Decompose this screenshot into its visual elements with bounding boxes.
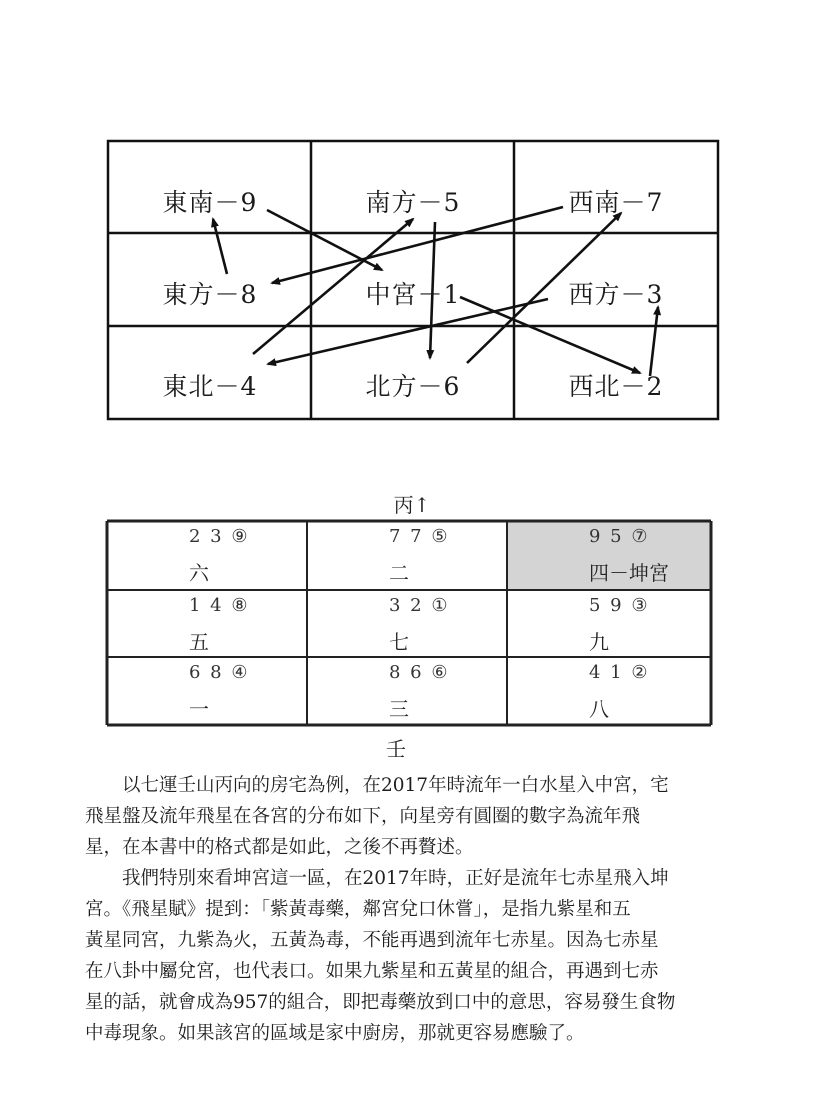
base-star: 七 <box>389 630 409 654</box>
star-numbers <box>589 526 650 547</box>
text-line: 以七運壬山丙向的房宅為例，在2017年時流年一白水星入中宮，宅 <box>85 775 669 796</box>
flight-arrow-e-to-se <box>213 219 227 274</box>
text-line: 星，在本書中的格式都是如此，之後不再贅述。 <box>85 837 474 858</box>
palace-northeast: 東北－4 <box>162 372 258 401</box>
palace-cell <box>107 590 307 657</box>
palace-cell <box>307 590 507 657</box>
text-line: 黃星同宮，九紫為火，五黃為毒，不能再遇到流年七赤星。因為七赤星 <box>85 930 659 951</box>
palace-west: 西方－3 <box>568 280 664 309</box>
annual-star-circled: ⑥ <box>423 662 450 683</box>
text-line: 我們特別來看坤宮這一區，在2017年時，正好是流年七赤星飛入坤 <box>85 868 669 889</box>
facing-star: 1 <box>602 662 624 683</box>
mountain-star: 2 <box>189 526 203 547</box>
base-star: 三 <box>389 697 409 721</box>
facing-star: 6 <box>402 662 424 683</box>
mountain-star: 8 <box>389 662 403 683</box>
annual-star-circled: ③ <box>623 595 650 616</box>
mountain-star: 3 <box>389 595 403 616</box>
base-star: 五 <box>189 630 209 654</box>
mountain-star: 5 <box>589 595 603 616</box>
annual-star-circled: ⑦ <box>623 526 650 547</box>
star-numbers <box>389 662 450 683</box>
annual-star-circled: ⑧ <box>223 595 250 616</box>
palace-cell <box>507 590 711 657</box>
mountain-star: 1 <box>189 595 203 616</box>
star-numbers <box>589 662 650 683</box>
star-numbers <box>189 526 250 547</box>
palace-cell-kun-highlighted <box>507 521 711 590</box>
mountain-star: 6 <box>189 662 203 683</box>
text-line: 在八卦中屬兌宮，也代表口。如果九紫星和五黃星的組合，再遇到七赤 <box>85 961 659 982</box>
base-star: 二 <box>389 561 409 585</box>
text-line: 宮。《飛星賦》提到：「紫黃毒藥，鄰宮兌口休嘗」，是指九紫星和五 <box>85 899 631 920</box>
palace-east: 東方－8 <box>162 280 258 309</box>
paragraph-2 <box>85 863 735 1049</box>
star-numbers <box>389 526 450 547</box>
direction-top-label: 丙↑ <box>393 493 431 517</box>
palace-cell <box>307 521 507 590</box>
palace-north: 北方－6 <box>365 372 461 401</box>
base-star: 六 <box>189 561 209 585</box>
base-star: 一 <box>189 697 209 721</box>
facing-star: 4 <box>202 595 224 616</box>
palace-cell <box>107 521 307 590</box>
palace-cell <box>507 657 711 725</box>
text-line: 中毒現象。如果該宮的區域是家中廚房，那就更容易應驗了。 <box>85 1023 585 1044</box>
text-line: 飛星盤及流年飛星在各宮的分布如下，向星旁有圓圈的數字為流年飛 <box>85 806 641 827</box>
palace-southeast: 東南－9 <box>162 188 258 217</box>
base-star: 九 <box>589 630 609 654</box>
palace-northwest: 西北－2 <box>568 372 664 401</box>
annual-star-circled: ⑤ <box>423 526 450 547</box>
base-star: 四－坤宮 <box>589 561 669 585</box>
text-line: 星的話，就會成為957的組合，即把毒藥放到口中的意思，容易發生食物 <box>85 992 676 1013</box>
annual-star-circled: ⑨ <box>223 526 250 547</box>
star-numbers <box>589 595 650 616</box>
mountain-star: 7 <box>389 526 403 547</box>
flight-arrow-nw-to-w <box>650 307 658 376</box>
palace-south: 南方－5 <box>365 188 461 217</box>
direction-bottom-label: 壬 <box>386 737 406 761</box>
star-numbers <box>389 595 450 616</box>
facing-star: 3 <box>202 526 224 547</box>
flight-arrow-se-to-c <box>267 210 382 270</box>
palace-southwest: 西南－7 <box>568 188 664 217</box>
palace-cell <box>307 657 507 725</box>
palace-center: 中宮－1 <box>365 280 461 309</box>
star-numbers <box>189 595 250 616</box>
facing-star: 2 <box>402 595 424 616</box>
mountain-star: 9 <box>589 526 603 547</box>
annual-star-circled: ④ <box>223 662 250 683</box>
paragraph-1 <box>85 770 735 863</box>
mountain-star: 4 <box>589 662 603 683</box>
palace-cell <box>107 657 307 725</box>
facing-star: 7 <box>402 526 424 547</box>
facing-star: 8 <box>202 662 224 683</box>
facing-star: 9 <box>602 595 624 616</box>
base-star: 八 <box>589 697 609 721</box>
star-numbers <box>189 662 250 683</box>
annual-star-circled: ② <box>623 662 650 683</box>
annual-star-circled: ① <box>423 595 450 616</box>
facing-star: 5 <box>602 526 624 547</box>
